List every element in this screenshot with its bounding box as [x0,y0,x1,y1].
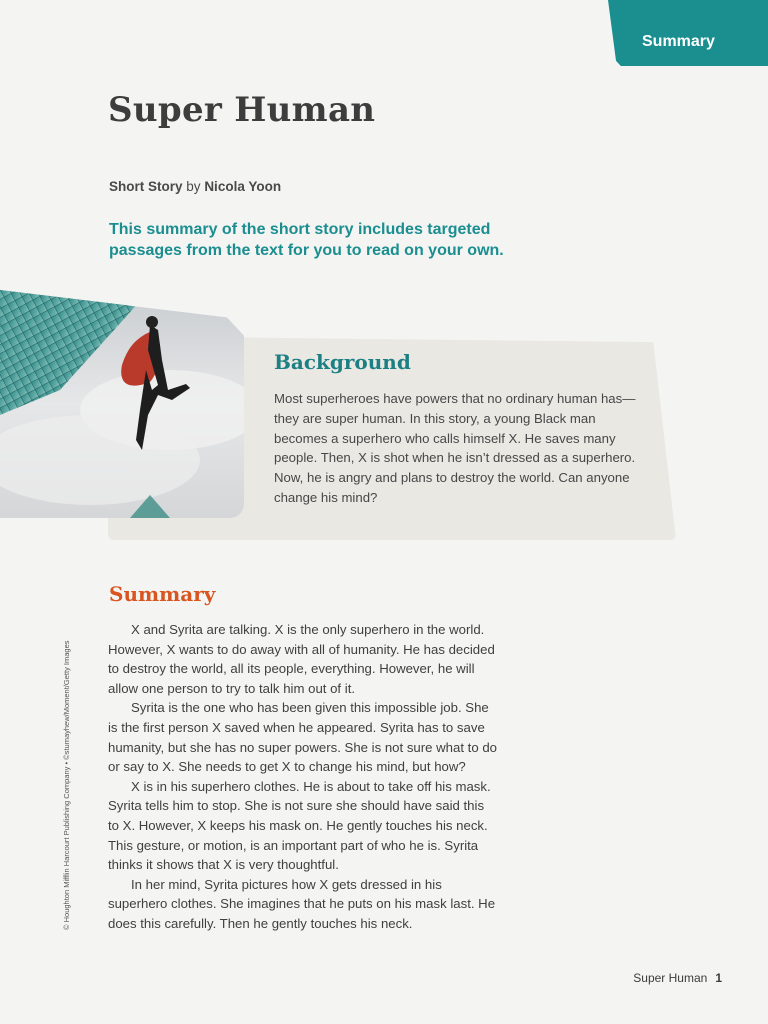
background-text: Most superheroes have powers that no ordinary human has—they are super human. In this story, a young Black man becomes a superhero who calls himself X. He saves many people. Then, X is shot when he isn’t dressed as a superhero. Now, he is angry and plans to destroy the world. Can anyone change his mind? [274,391,636,505]
summary-heading: Summary [109,582,216,606]
page-footer [633,971,722,985]
byline [109,179,281,194]
intro-text: This summary of the short story includes targeted passages from the text for you to read on your own. [109,221,504,259]
summary-paragraph: X is in his superhero clothes. He is about to take off his mask. Syrita tells him to stop. She is not sure she should have said this to X. However, X keeps his mask on. He gently touches his neck. This gesture, or motion, is an important part of who he is. Syrita thinks it shows that X is very thoughtful. [108,778,491,873]
summary-paragraph: Syrita is the one who has been given this impossible job. She is the first person X saved when he appeared. Syrita has to save humanity, but she has no super powers. She is not sure what to do or say to X. She needs to get X to change his mind, but how? [108,700,498,775]
superhero-photo [0,290,244,518]
summary-body [108,620,498,934]
footer-title: Super Human [633,971,708,985]
page-title: Super Human [108,90,376,130]
photo-credit: © Houghton Mifflin Harcourt Publishing Company • ©stumayhew/Moment/Getty Images [62,640,71,930]
genre-label: Short Story [109,179,183,194]
summary-paragraph: In her mind, Syrita pictures how X gets dressed in his superhero clothes. She imagines that he puts on his mask last. He does this carefully. Then he gently touches his neck. [108,876,496,931]
byline-by: by [186,179,201,194]
summary-paragraph: X and Syrita are talking. X is the only superhero in the world. However, X wants to do away with all of humanity. He has decided to destroy the world, all its people, everything. However, he will allow one person to try to talk him out of it. [108,622,495,696]
page-number: 1 [715,971,722,985]
section-tab-label: Summary [642,33,715,50]
author-name: Nicola Yoon [204,179,282,194]
background-heading: Background [274,350,411,374]
